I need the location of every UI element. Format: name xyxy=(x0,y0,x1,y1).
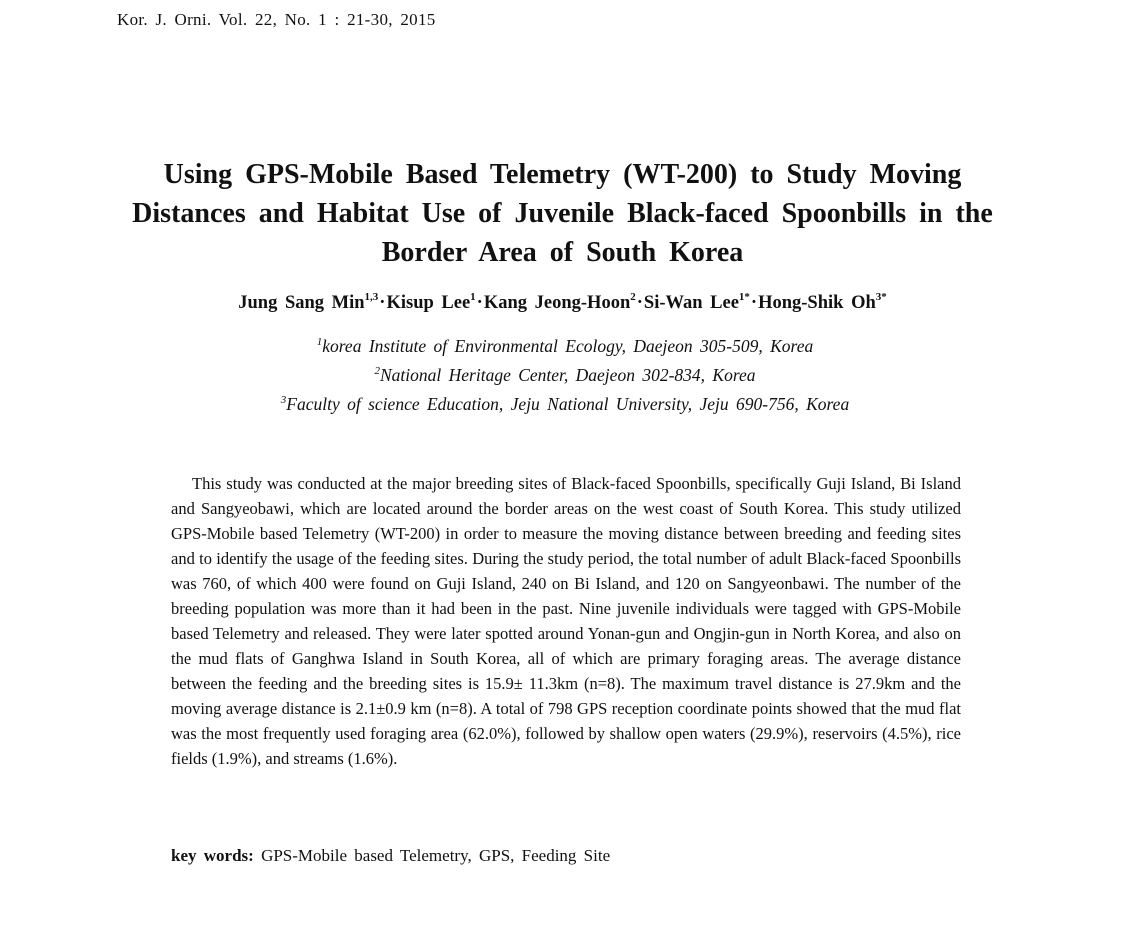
author-separator: · xyxy=(379,293,386,314)
author-separator: · xyxy=(750,293,758,314)
title-line-3: Border Area of South Korea xyxy=(381,237,744,268)
journal-citation: Kor. J. Orni. Vol. 22, No. 1 : 21-30, 2015 xyxy=(117,10,436,29)
affiliation: $^1$korea Institute of Environmental Ecology, Daejeon 305-509, Korea xyxy=(316,335,814,356)
author-list xyxy=(100,292,1025,314)
keywords-label: key words: xyxy=(171,846,254,865)
author: Jung Sang Min$^{1,3}$ xyxy=(238,291,379,314)
affiliations xyxy=(100,330,1030,416)
title-line-1: Using GPS-Mobile Based Telemetry (WT-200) to Study Moving xyxy=(163,159,962,190)
author: Kisup Lee$^1$ xyxy=(386,291,476,314)
affiliation: $^3$Faculty of science Education, Jeju National University, Jeju 690-756, Korea xyxy=(280,393,850,414)
title-line-2: Distances and Habitat Use of Juvenile Black-faced Spoonbills in the xyxy=(132,198,993,229)
author-separator: · xyxy=(636,293,643,314)
author: Kang Jeong-Hoon$^2$ xyxy=(483,291,636,314)
affiliation: $^2$National Heritage Center, Daejeon 302-834, Korea xyxy=(374,364,756,385)
author-separator: · xyxy=(476,293,483,314)
keywords-text: GPS-Mobile based Telemetry, GPS, Feeding Site xyxy=(261,846,611,865)
keywords xyxy=(171,846,610,866)
abstract: This study was conducted at the major breeding sites of Black-faced Spoonbills, specifically Guji Island, Bi Island and Sangyeobawi, which are located around the border areas on the west coast of South Korea. This study utilized GPS-Mobile based Telemetry (WT-200) in order to measure the moving distance between breeding and feeding sites and to identify the usage of the feeding sites. During the study period, the total number of adult Black-faced Spoonbills was 760, of which 400 were found on Guji Island, 240 on Bi Island, and 120 on Sangyeonbawi. The number of the breeding population was more than it had been in the past. Nine juvenile individuals were tagged with GPS-Mobile based Telemetry and released. They were later spotted around Yonan-gun and Ongjin-gun in North Korea, and also on the mud flats of Ganghwa Island in South Korea, all of which are primary foraging areas. The average distance between the feeding and the breeding sites is 15.9± 11.3km (n=8). The maximum travel distance is 27.9km and the moving average distance is 2.1±0.9 km (n=8). A total of 798 GPS reception coordinate points showed that the mud flat was the most frequently used foraging area (62.0%), followed by shallow open waters (29.9%), reservoirs (4.5%), rice fields (1.9%), and streams (1.6%). xyxy=(171,474,961,768)
paper-title xyxy=(100,155,1025,272)
author: Si-Wan Lee$^{1*}$ xyxy=(643,291,750,314)
author: Hong-Shik $Oh^{3*}$ xyxy=(758,291,887,314)
